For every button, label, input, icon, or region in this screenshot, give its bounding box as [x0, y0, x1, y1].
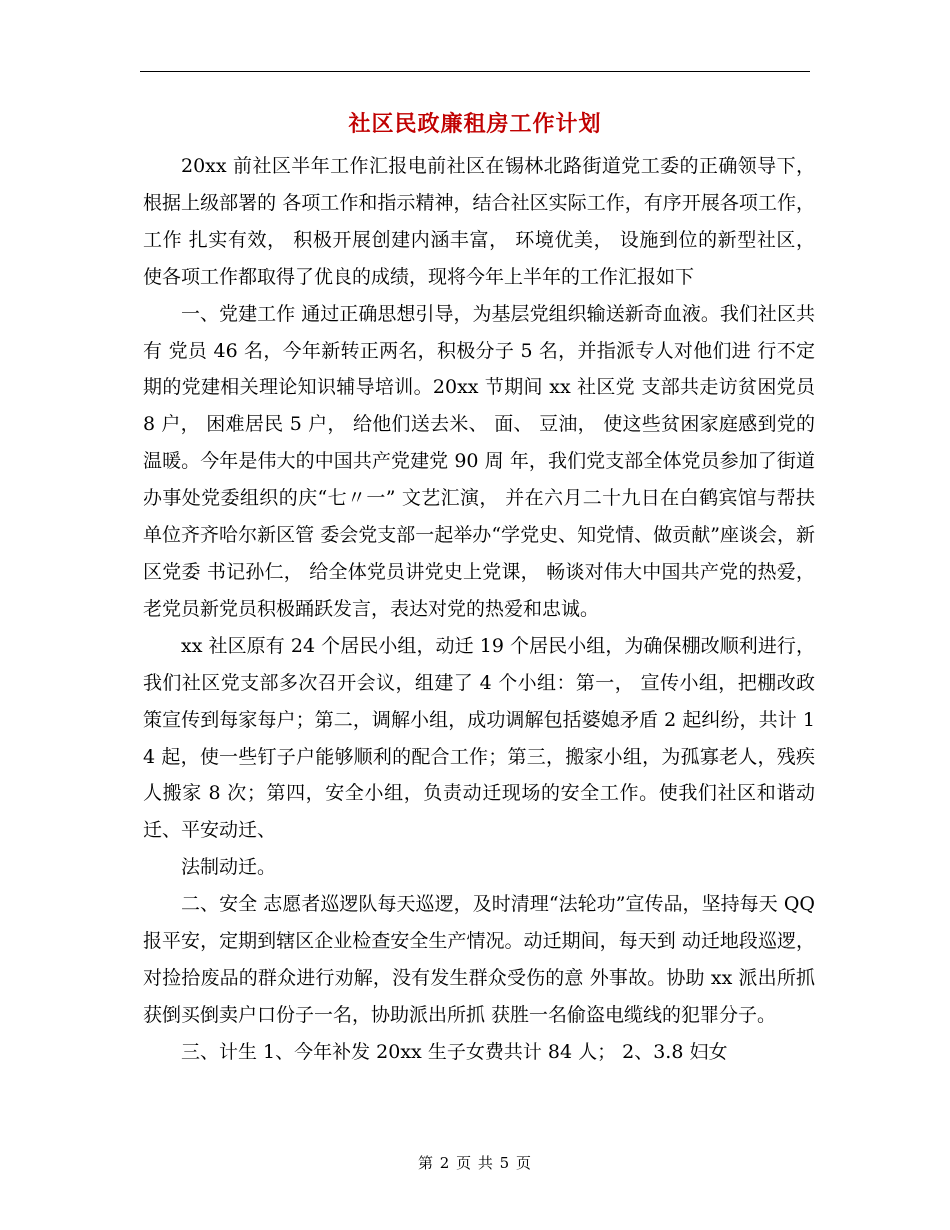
paragraph-safety: 二、安全 志愿者巡逻队每天巡逻，及时清理“法轮功”宣传品，坚持每天 QQ 报平安，定期到辖区企业检查安全生产情况。动迁期间，每天到 动迁地段巡逻，对捡拾废品的群众进行劝解，没有发生群众受伤的意 外事故。协助 xx 派出所抓获倒买倒卖户口份子一名，协助派出所抓 获胜一名偷盗电缆线的犯罪分子。 [143, 893, 815, 1026]
document-title: 社区民政廉租房工作计划 [348, 111, 602, 137]
paragraph-family-planning: 三、计生 1、今年补发 20xx 生子女费共计 84 人； 2、3.8 妇女 [181, 1040, 728, 1063]
paragraph-intro: 20xx 前社区半年工作汇报电前社区在锡林北路街道党工委的正确领导下， 根据上级部署的 各项工作和指示精神，结合社区实际工作，有序开展各项工作，工作 扎实有效， 积极开展创建内涵丰富， 环境优美， 设施到位的新型社区， 使各项工作都取得了优良的成绩，现将今年上半年的工作汇报如下 [143, 155, 815, 288]
header-rule [140, 71, 810, 72]
document-body [143, 148, 815, 1071]
paragraph-party-building: 一、党建工作 通过正确思想引导，为基层党组织输送新奇血液。我们社区共有 党员 46 名，今年新转正两名，积极分子 5 名，并指派专人对他们进 行不定期的党建相关理论知识辅导培训。20xx 节期间 xx 社区党 支部共走访贫困党员 8 户， 困难居民 5 户， 给他们送去米、 面、 豆油， 使这些贫困家庭感到党的温暖。今年是伟大的中国共产党建党 90 周 年，我们党支部全体党员参加了街道办事处党委组织的庆“七〃一” 文艺汇演， 并在六月二十九日在白鹤宾馆与帮扶单位齐齐哈尔新区管 委会党支部一起举办“学党史、知党情、做贡献”座谈会，新区党委 书记孙仁， 给全体党员讲党史上党课， 畅谈对伟大中国共产党的热爱， 老党员新党员积极踊跃发言，表达对党的热爱和忠诚。 [143, 302, 815, 620]
paragraph-relocation-end: 法制动迁。 [181, 856, 277, 879]
page-number: 第 2 页 共 5 页 [418, 1154, 532, 1172]
paragraph-relocation: xx 社区原有 24 个居民小组，动迁 19 个居民小组，为确保棚改顺利进行， 我们社区党支部多次召开会议，组建了 4 个小组：第一， 宣传小组，把棚改政策宣传到每家每户；第二，调解小组，成功调解包括婆媳矛盾 2 起纠纷，共计 14 起，使一些钉子户能够顺利的配合工作；第三，搬家小组，为孤寡老人，残疾人搬家 8 次；第四，安全小组，负责动迁现场的安全工作。使我们社区和谐动迁、平安动迁、 [143, 634, 815, 842]
